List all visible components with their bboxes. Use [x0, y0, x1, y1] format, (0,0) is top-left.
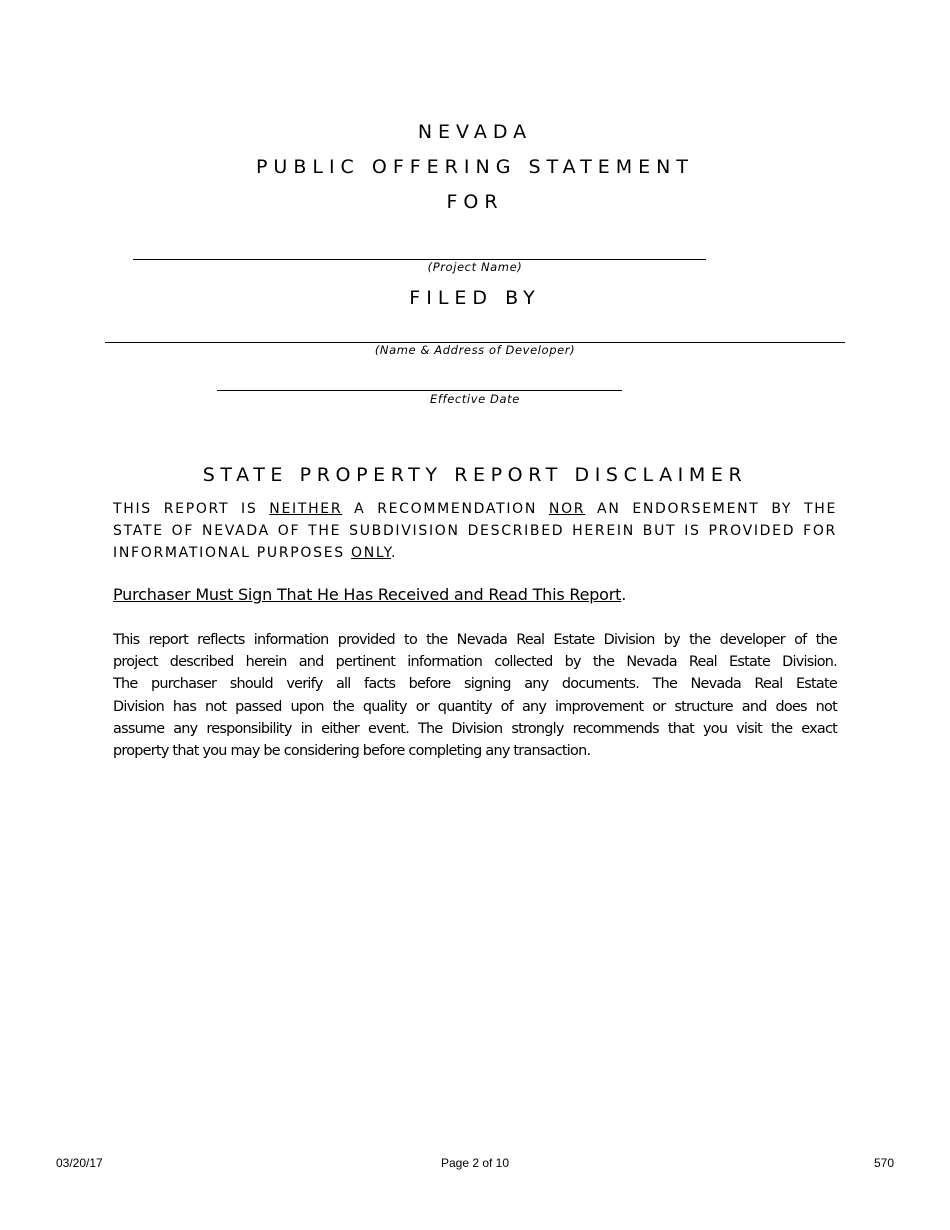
effective-date-caption: Effective Date	[430, 392, 520, 406]
only-emphasis: ONLY	[351, 545, 391, 561]
body-line: project described herein and pertinent information collected by the Nevada Real Estate Division.	[113, 654, 837, 671]
disclaimer-heading: STATE PROPERTY REPORT DISCLAIMER	[202, 464, 748, 486]
footer-form-number: 570	[873, 1156, 894, 1170]
disclaimer-text-segment: AN ENDORSEMENT BY THE	[597, 501, 838, 517]
disclaimer-text-segment: THIS REPORT IS	[113, 501, 258, 517]
body-paragraph	[113, 629, 837, 762]
developer-caption: (Name & Address of Developer)	[374, 343, 576, 357]
footer-page-number: Page 2 of 10	[440, 1156, 510, 1170]
document-title: PUBLIC OFFERING STATEMENT	[255, 156, 695, 178]
neither-emphasis: NEITHER	[269, 501, 343, 517]
state-title: NEVADA	[417, 121, 533, 143]
disclaimer-line-3	[113, 542, 837, 564]
disclaimer-line-2: STATE OF NEVADA OF THE SUBDIVISION DESCRIBED HEREIN BUT IS PROVIDED FOR	[113, 523, 837, 539]
disclaimer-text	[113, 498, 837, 564]
purchaser-notice-text: Purchaser Must Sign That He Has Received and Read This Report	[113, 585, 622, 604]
purchaser-notice-period: .	[621, 585, 627, 604]
disclaimer-text-segment: INFORMATIONAL PURPOSES	[113, 545, 345, 561]
purchaser-notice	[113, 585, 626, 604]
project-name-caption: (Project Name)	[427, 260, 523, 274]
effective-date-line	[217, 390, 622, 391]
body-line: This report reflects information provided to the Nevada Real Estate Division by the developer of the	[113, 632, 837, 648]
body-line: assume any responsibility in either event. The Division strongly recommends that you visit the exact	[113, 720, 837, 737]
disclaimer-period: .	[390, 545, 398, 561]
disclaimer-text-segment: A RECOMMENDATION	[354, 501, 538, 517]
filed-by-label: FILED BY	[409, 287, 541, 309]
footer-date: 03/20/17	[56, 1156, 103, 1170]
nor-emphasis: NOR	[548, 501, 586, 517]
for-label: FOR	[446, 191, 504, 213]
body-line: The purchaser should verify all facts before signing any documents. The Nevada Real Estate	[113, 676, 837, 693]
body-line: property that you may be considering before completing any transaction.	[113, 743, 591, 760]
disclaimer-line-1	[113, 498, 837, 520]
body-line: Division has not passed upon the quality or quantity of any improvement or structure and does not	[113, 698, 837, 715]
